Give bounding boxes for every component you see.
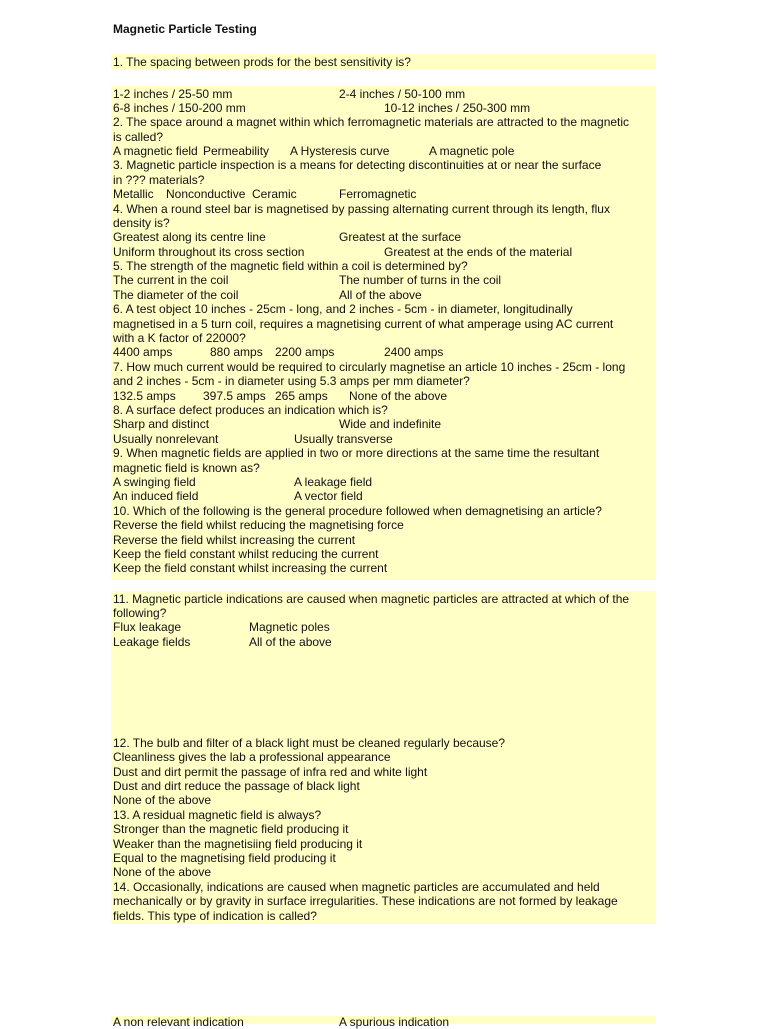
- answer-5b: The number of turns in the coil: [339, 273, 502, 287]
- answer-11b: Magnetic poles: [249, 620, 330, 634]
- answer-6b: 880 amps: [210, 345, 263, 359]
- question-4-cont: density is?: [113, 216, 170, 230]
- answer-7b: 397.5 amps: [203, 389, 266, 403]
- answer-8b: Wide and indefinite: [339, 417, 442, 431]
- question-11: 11. Magnetic particle indications are caused when magnetic particles are attracted at which of the: [113, 592, 630, 606]
- answer-13d: None of the above: [113, 865, 212, 879]
- question-7: 7. How much current would be required to circularly magnetise an article 10 inches - 25cm - long: [113, 360, 626, 374]
- answer-4b: Greatest at the surface: [339, 230, 462, 244]
- answer-10d: Keep the field constant whilst increasing the current: [113, 561, 388, 575]
- answer-2b: Permeability: [203, 144, 270, 158]
- question-9: 9. When magnetic fields are applied in two or more directions at the same time the resultant: [113, 446, 600, 460]
- question-12: 12. The bulb and filter of a black light must be cleaned regularly because?: [113, 736, 506, 750]
- answer-11a: Flux leakage: [113, 620, 182, 634]
- answer-12c: Dust and dirt reduce the passage of black light: [113, 779, 360, 793]
- answer-13a: Stronger than the magnetic field producing it: [113, 822, 349, 836]
- answer-1a: 1-2 inches / 25-50 mm: [113, 87, 233, 101]
- answer-10c: Keep the field constant whilst reducing the current: [113, 547, 379, 561]
- answer-9a: A swinging field: [113, 475, 196, 489]
- answer-3d: Ferromagnetic: [339, 187, 417, 201]
- answer-14a: A non relevant indication: [113, 1015, 244, 1029]
- answer-10b: Reverse the field whilst increasing the current: [113, 533, 356, 547]
- answer-7a: 132.5 amps: [113, 389, 176, 403]
- answer-13c: Equal to the magnetising field producing it: [113, 851, 336, 865]
- page-title: Magnetic Particle Testing: [113, 22, 257, 36]
- question-2: 2. The space around a magnet within which ferromagnetic materials are attracted to the magnetic: [113, 115, 630, 129]
- question-2-cont: is called?: [113, 130, 164, 144]
- answer-8a: Sharp and distinct: [113, 417, 210, 431]
- question-10: 10. Which of the following is the general procedure followed when demagnetising an article?: [113, 504, 602, 518]
- answer-4d: Greatest at the ends of the material: [384, 245, 573, 259]
- answer-4a: Greatest along its centre line: [113, 230, 266, 244]
- question-11-cont: following?: [113, 606, 167, 620]
- question-7-cont: and 2 inches - 5cm - in diameter using 5.3 amps per mm diameter?: [113, 374, 470, 388]
- answer-3c: Ceramic: [252, 187, 297, 201]
- answer-6d: 2400 amps: [384, 345, 444, 359]
- answer-2d: A magnetic pole: [429, 144, 515, 158]
- answer-9d: A vector field: [294, 489, 363, 503]
- answer-8d: Usually transverse: [294, 432, 393, 446]
- question-6-cont2: with a K factor of 22000?: [113, 331, 246, 345]
- answer-12b: Dust and dirt permit the passage of infra red and white light: [113, 765, 428, 779]
- answer-3b: Nonconductive: [166, 187, 246, 201]
- answer-6c: 2200 amps: [275, 345, 335, 359]
- answer-12a: Cleanliness gives the lab a professional appearance: [113, 750, 391, 764]
- question-6-cont: magnetised in a 5 turn coil, requires a magnetising current of what amperage using AC current: [113, 317, 614, 331]
- question-3-cont: in ??? materials?: [113, 173, 205, 187]
- answer-12d: None of the above: [113, 793, 212, 807]
- question-1: 1. The spacing between prods for the best sensitivity is?: [113, 55, 411, 69]
- question-9-cont: magnetic field is known as?: [113, 461, 260, 475]
- answer-4c: Uniform throughout its cross section: [113, 245, 305, 259]
- question-14-cont2: fields. This type of indication is called?: [113, 909, 317, 923]
- question-6: 6. A test object 10 inches - 25cm - long, and 2 inches - 5cm - in diameter, longitudinally: [113, 302, 573, 316]
- question-5: 5. The strength of the magnetic field within a coil is determined by?: [113, 259, 468, 273]
- answer-1b: 2-4 inches / 50-100 mm: [339, 87, 466, 101]
- answer-6a: 4400 amps: [113, 345, 173, 359]
- question-14: 14. Occasionally, indications are caused when magnetic particles are accumulated and held: [113, 880, 600, 894]
- question-3: 3. Magnetic particle inspection is a means for detecting discontinuities at or near the surface: [113, 158, 602, 172]
- answer-7d: None of the above: [349, 389, 448, 403]
- answer-2a: A magnetic field: [113, 144, 198, 158]
- answer-5c: The diameter of the coil: [113, 288, 239, 302]
- answer-11d: All of the above: [249, 635, 332, 649]
- answer-11c: Leakage fields: [113, 635, 191, 649]
- question-4: 4. When a round steel bar is magnetised by passing alternating current through its length, flux: [113, 202, 610, 216]
- question-14-cont: mechanically or by gravity in surface irregularities. These indications are not formed by leakage: [113, 894, 618, 908]
- answer-5a: The current in the coil: [113, 273, 229, 287]
- question-8: 8. A surface defect produces an indication which is?: [113, 403, 388, 417]
- answer-7c: 265 amps: [275, 389, 328, 403]
- answer-14b: A spurious indication: [339, 1015, 450, 1029]
- question-13: 13. A residual magnetic field is always?: [113, 808, 322, 822]
- answer-9b: A leakage field: [294, 475, 373, 489]
- answer-2c: A Hysteresis curve: [290, 144, 390, 158]
- answer-3a: Metallic: [113, 187, 154, 201]
- answer-8c: Usually nonrelevant: [113, 432, 219, 446]
- answer-13b: Weaker than the magnetisiing field producing it: [113, 837, 363, 851]
- answer-9c: An induced field: [113, 489, 199, 503]
- answer-1d: 10-12 inches / 250-300 mm: [384, 101, 531, 115]
- answer-10a: Reverse the field whilst reducing the magnetising force: [113, 518, 404, 532]
- answer-5d: All of the above: [339, 288, 422, 302]
- answer-1c: 6-8 inches / 150-200 mm: [113, 101, 246, 115]
